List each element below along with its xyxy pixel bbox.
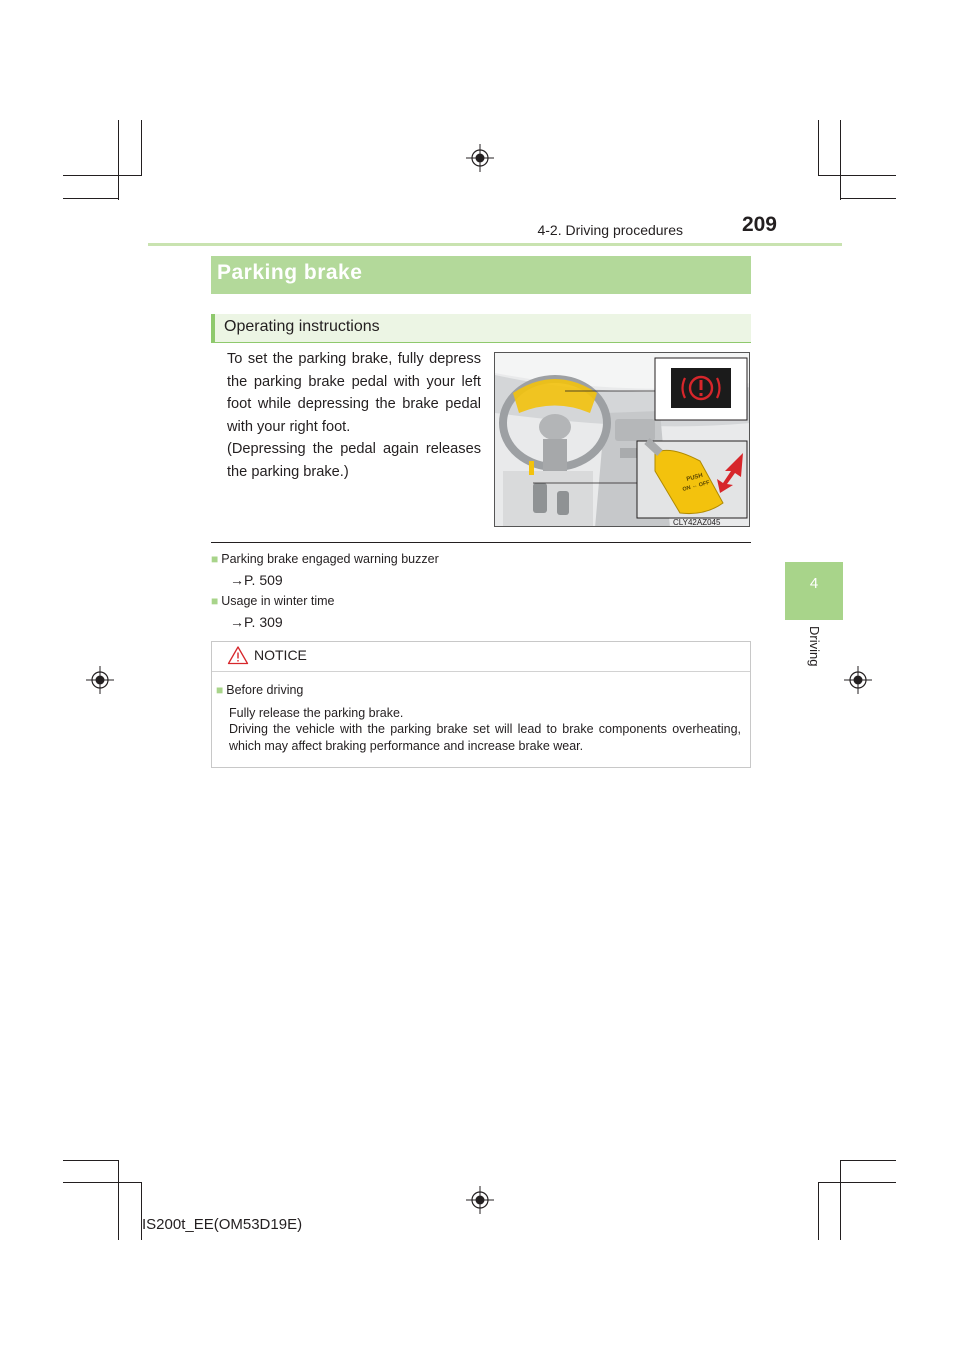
header-rule	[148, 243, 842, 246]
crop-mark	[118, 1160, 119, 1240]
crop-mark	[118, 120, 119, 200]
crop-mark	[840, 1160, 841, 1240]
figure-code: CLY42AZ045	[673, 518, 721, 527]
notice-heading-text: Before driving	[226, 683, 304, 697]
note-reference: →P. 509	[230, 572, 283, 588]
chapter-label-text: Driving	[807, 626, 822, 667]
notice-heading	[216, 683, 303, 697]
crop-mark	[840, 120, 841, 200]
bullet-square-icon: ■	[211, 594, 219, 608]
body-paragraph: To set the parking brake, fully depress the parking brake pedal with your left foot while depressing the brake pedal with your right foot.	[227, 351, 481, 435]
crop-mark	[141, 120, 142, 175]
crop-mark	[63, 1160, 119, 1161]
notice-label: NOTICE	[254, 647, 307, 663]
body-paragraph: (Depressing the pedal again releases the parking brake.)	[227, 441, 481, 480]
section-title: Parking brake	[217, 261, 363, 284]
document-code: IS200t_EE(OM53D19E)	[142, 1216, 303, 1233]
body-text	[227, 348, 481, 484]
cockpit-illustration	[495, 353, 750, 527]
section-divider	[211, 542, 751, 543]
parking-brake-illustration	[494, 352, 750, 527]
note-title	[211, 552, 439, 566]
subsection-rule	[211, 342, 751, 343]
note-reference: →P. 309	[230, 614, 283, 630]
note-title	[211, 594, 335, 608]
registration-mark-icon	[466, 144, 494, 172]
crop-mark	[840, 1160, 896, 1161]
registration-mark-icon	[844, 666, 872, 694]
registration-mark-icon	[466, 1186, 494, 1214]
crop-mark	[818, 175, 896, 176]
chapter-number: 4	[809, 575, 819, 592]
notice-line: Fully release the parking brake.	[229, 706, 404, 720]
section-label: 4-2. Driving procedures	[537, 222, 683, 238]
crop-mark	[63, 198, 119, 199]
page-number: 209	[741, 213, 777, 236]
crop-mark	[818, 120, 819, 175]
crop-mark	[818, 1182, 819, 1240]
pedal-label-onoff: ON ⇔ OFF	[681, 479, 711, 493]
crop-mark	[63, 1182, 142, 1183]
notice-body	[229, 705, 741, 754]
crop-mark	[840, 198, 896, 199]
note-title-text: Parking brake engaged warning buzzer	[221, 552, 439, 566]
pedal-label-push: PUSH	[685, 472, 704, 483]
caution-triangle-icon	[227, 645, 249, 665]
registration-mark-icon	[86, 666, 114, 694]
notice-line: Driving the vehicle with the parking brake set will lead to brake components overheating, which may affect braking performance and increase brake wear.	[229, 722, 741, 753]
bullet-square-icon: ■	[211, 552, 219, 566]
crop-mark	[63, 175, 142, 176]
subsection-title: Operating instructions	[224, 318, 380, 335]
crop-mark	[818, 1182, 896, 1183]
notice-separator	[212, 671, 750, 672]
note-title-text: Usage in winter time	[221, 594, 335, 608]
chapter-label	[800, 626, 830, 686]
bullet-square-icon: ■	[216, 683, 224, 697]
